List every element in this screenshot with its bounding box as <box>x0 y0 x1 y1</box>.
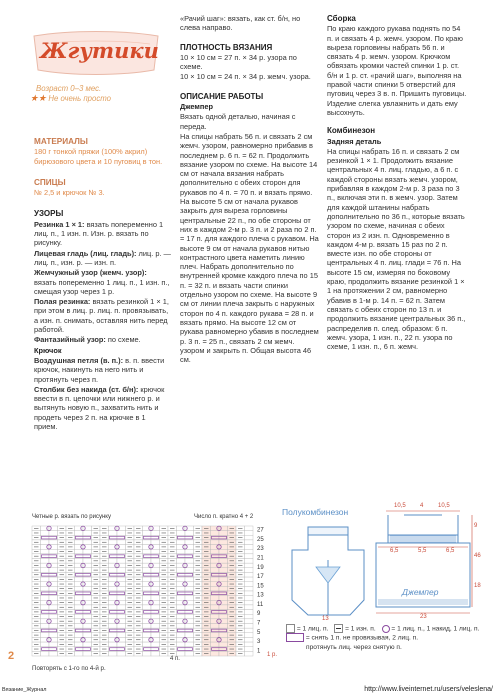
chart-cell <box>245 526 254 531</box>
chart-cell <box>211 586 220 591</box>
chart-cell <box>49 540 58 545</box>
chart-cell <box>143 642 152 647</box>
crochet-name: Воздушная петля (в. п.): <box>34 355 124 365</box>
crochet-text: в. п. ввести крючок, накинуть на него нить и протянуть через п. <box>34 355 165 384</box>
chart-cell <box>83 568 92 573</box>
chart-cell <box>83 531 92 536</box>
row-number: 5 <box>257 629 261 636</box>
chart-cell <box>109 633 118 638</box>
chart-cell <box>41 596 50 601</box>
chart-cell <box>143 605 152 610</box>
chart-cell <box>83 614 92 619</box>
chart-cell <box>185 577 194 582</box>
needles-text: № 2,5 и крючок № 3. <box>34 188 105 198</box>
chart-cell <box>177 540 186 545</box>
age-label: Возраст 0–3 мес. <box>36 84 102 93</box>
chart-cell <box>219 624 228 629</box>
chart-cell <box>109 568 118 573</box>
dim-bottom: 23 <box>420 614 427 620</box>
chart-cell <box>83 586 92 591</box>
chart-cell <box>83 549 92 554</box>
chart-cell <box>75 605 84 610</box>
chart-cell <box>177 549 186 554</box>
chart-cell <box>185 596 194 601</box>
chart-cell <box>75 651 84 656</box>
chart-cell <box>143 559 152 564</box>
chart-cell <box>185 605 194 610</box>
chart-cell <box>75 633 84 638</box>
pattern-name: Фантазийный узор: <box>34 335 106 345</box>
title-banner <box>30 28 162 80</box>
legend-row-1: = 1 лиц. п. = 1 изн. п. = 1 лиц. п., 1 накид, 1 лиц. п. <box>286 624 486 633</box>
chart-cell <box>219 642 228 647</box>
assembly-text: По краю каждого рукава поднять по 54 п. и связать 4 р. жемч. узором. По краю выреза горловины набрать 56 п. и связать 4 р. жемч. узором. Крючком обвязать кромки частей спинки 1 р. ст. б/н и 1 р. ст. «рачий шаг», выполняя на правой части спинки 5 отверстий для пуговиц через 3 в. п. Пришить пуговицы. Изделие слегка увлажнить и дать ему высохнуть. <box>327 24 467 117</box>
chart-cell <box>41 559 50 564</box>
column-middle <box>180 14 320 365</box>
pattern-item <box>34 249 171 268</box>
pattern-name: Жемчужный узор (жемч. узор): <box>34 268 147 278</box>
chart-cell <box>83 540 92 545</box>
pattern-text: лиц. р. — лиц. п., изн. р. — изн. п. <box>34 248 171 267</box>
chart-cell <box>185 586 194 591</box>
chart-cell <box>143 549 152 554</box>
chart-cell <box>177 586 186 591</box>
difficulty: ★★ Не очень просто <box>30 93 111 103</box>
chart-cell <box>245 591 254 596</box>
pattern-name: Резинка 1 × 1: <box>34 219 85 229</box>
chart-cell <box>75 586 84 591</box>
chart-cell <box>219 531 228 536</box>
chart-cell <box>117 642 126 647</box>
pattern-name: Лицевая гладь (лиц. гладь): <box>34 248 137 258</box>
chart-header-right: Число п. кратно 4 + 2 <box>194 514 254 520</box>
chart-cell <box>211 559 220 564</box>
chart-cell <box>49 614 58 619</box>
chart-cell <box>75 531 84 536</box>
dim-top-mid: 4 <box>420 503 424 509</box>
chart-cell <box>211 577 220 582</box>
chart-cell <box>245 614 254 619</box>
chart-cell <box>177 624 186 629</box>
jumper-text-2: На спицы набрать 56 п. и связать 2 см жемч. узором, равномерно прибавив в последнем р. 6 п. = 62 п. Продолжить вязание узором по схеме. На высоте 14 см от начала вязания набрать дополнительно с обеих сторон для рукавов по 4 п. = 70 п. и вязать прямо. На высоте 5 см от начала рукавов закрыть для выреза горловины центральные 22 п., по обе стороны от них в каждом 2-м р. 3 п. и 2 раза по 2 п. = 17 п. для каждого плеча с рукавом. На высоте 9 см от начала рукавов нитью контрастного цвета наметить линию плеч. Набрать дополнительно по внутренней кромке каждого плеча по 15 п. = 32 п. и вязать части спинки отдельно узором по схеме. На высоте 9 см от линии плеча закрыть с наружных сторон по 4 п. каждого рукава = 28 п. и вязать прямо. На высоте 12 см от рукава равномерно убавив в последнем р. 3 п. = 25 п., связать 2 см жемч. узором и закрыть п. Общая высота 46 см. <box>180 131 319 365</box>
chart-cell <box>75 596 84 601</box>
row-number: 7 <box>257 620 261 627</box>
pattern-text: вязать попеременно 1 лиц. п., 1 изн. п. Изн. р. вязать по рисунку. <box>34 219 164 248</box>
pattern-text: по схеме. <box>105 335 141 345</box>
chart-cell <box>245 605 254 610</box>
chart-cell <box>211 642 220 647</box>
chart-cell <box>177 559 186 564</box>
page-number: 2 <box>8 650 15 662</box>
row-number: 25 <box>257 536 264 543</box>
chart-cell <box>49 596 58 601</box>
column-right <box>327 14 467 352</box>
row-label: 1 р. <box>267 652 278 658</box>
chart-cell <box>83 577 92 582</box>
chart-cell <box>245 572 254 577</box>
dim-side-lower: 18 <box>474 583 481 589</box>
row-number: 19 <box>257 564 264 571</box>
chart-cell <box>151 624 160 629</box>
chart-cell <box>41 531 50 536</box>
dim-top-left: 10,5 <box>394 503 406 509</box>
dim-mid-right: 6,5 <box>446 548 455 554</box>
chart-cell <box>117 605 126 610</box>
chart-cell <box>177 642 186 647</box>
overall-dim-bottom: 13 <box>322 616 329 622</box>
chart-cell <box>219 614 228 619</box>
chart-cell <box>109 577 118 582</box>
chart-cell <box>49 577 58 582</box>
chart-cell <box>117 596 126 601</box>
crochet-name: Столбик без накида (ст. б/н): <box>34 384 139 394</box>
chart-cell <box>177 633 186 638</box>
chart-cell <box>151 531 160 536</box>
density-heading: ПЛОТНОСТЬ ВЯЗАНИЯ <box>180 42 273 52</box>
chart-cell <box>83 605 92 610</box>
pattern-text: вязать резинкой 1 × 1, при этом в лиц. р. лиц. п. провязывать, а изн. п. снимать, оставляя нить перед работой. <box>34 297 169 335</box>
dim-mid-left: 6,5 <box>390 548 399 554</box>
chart-cell <box>75 642 84 647</box>
chart-cell <box>83 559 92 564</box>
chart-cell <box>211 605 220 610</box>
chart-header-left: Четные р. вязать по рисунку <box>32 514 111 520</box>
chart-cell <box>219 577 228 582</box>
age-info <box>30 84 166 104</box>
chart-cell <box>245 563 254 568</box>
chart-cell <box>151 614 160 619</box>
chart-cell <box>245 531 254 536</box>
materials-heading: МАТЕРИАЛЫ <box>34 137 88 146</box>
footer <box>0 686 499 698</box>
chart-cell <box>245 637 254 642</box>
star-icon: ★★ <box>30 93 47 103</box>
chart-footer-note: Повторять с 1-го по 4-й р. <box>32 665 106 672</box>
chart-cell <box>185 624 194 629</box>
pattern-text: вязать попеременно 1 лиц. п., 1 изн. п., смещая узор через 1 р. <box>34 277 170 296</box>
footer-url[interactable]: http://www.liveinternet.ru/users/veleslena/ <box>364 686 493 693</box>
chart-cell <box>211 624 220 629</box>
chart-grid <box>30 524 286 664</box>
chart-cell <box>49 568 58 573</box>
knit-symbol-icon <box>286 624 295 633</box>
chart-cell <box>151 577 160 582</box>
chart-cell <box>219 568 228 573</box>
row-number: 15 <box>257 583 264 590</box>
row-number: 27 <box>257 527 264 534</box>
chart-cell <box>245 549 254 554</box>
chart-cell <box>185 651 194 656</box>
chart-cell <box>109 531 118 536</box>
chart-cell <box>151 586 160 591</box>
chart-cell <box>185 614 194 619</box>
pattern-item <box>34 268 171 296</box>
pattern-item <box>34 335 171 344</box>
chart-cell <box>177 568 186 573</box>
legend-row-2: = снять 1 п. не провязывая, 2 лиц. п. <box>286 633 486 642</box>
chart-cell <box>41 577 50 582</box>
chart-cell <box>245 624 254 629</box>
pattern-name: Полая резинка: <box>34 297 91 307</box>
chart-cell <box>211 633 220 638</box>
chart-cell <box>245 647 254 652</box>
chart-cell <box>75 614 84 619</box>
chart-cell <box>75 549 84 554</box>
crochet-heading: Крючок <box>34 345 62 355</box>
chart-cell <box>151 549 160 554</box>
chart-cell <box>185 549 194 554</box>
chart-cell <box>245 568 254 573</box>
back-text: На спицы набрать 16 п. и связать 2 см резинкой 1 × 1. Продолжить вязание центральных 4 п. лиц. гладью, а 6 п. с каждой стороны вязать жемч. узором, прибавляя в каждом 2-м р. 3 раза по 3 п., включая эти п. в жемч. узор. Затем для каждой штанины набрать дополнительно по 36 п., которые вязать узором по схеме, начиная с обеих сторон из 2 изн. п. Одновременно в каждом 4-м р. вязать 15 раз по 2 п. вместе изн. по обе стороны от центральных 4 п. лиц. глади = 76 п. На высоте 15 см, измеряя по боковому краю, продолжить вязание резинкой 1 × 1 на протяжении 2 см, равномерно убавив в 1-м р. 14 п. = 62 п. Затем связать с обеих сторон по 13 п. и продолжить вязание центральных 36 п., распределив п. след. образом: 6 п. жемч. узора, 1 изн. п., 22 п. узора по схеме, 1 изн. п., 6 п. жемч. <box>327 146 466 352</box>
chart-cell <box>109 614 118 619</box>
chart-cell <box>151 605 160 610</box>
chart-cell <box>245 596 254 601</box>
chart-cell <box>143 586 152 591</box>
chart-cell <box>41 605 50 610</box>
chart-cell <box>49 586 58 591</box>
chart-cell <box>151 559 160 564</box>
chart-cell <box>211 596 220 601</box>
chart-cell <box>219 549 228 554</box>
intro-text: «Рачий шаг»: вязать, как ст. б/н, но слева направо. <box>180 14 301 33</box>
chart-cell <box>49 651 58 656</box>
chart-cell <box>245 619 254 624</box>
chart-cell <box>117 651 126 656</box>
chart-cell <box>75 624 84 629</box>
chart-cell <box>245 633 254 638</box>
dim-mid-mid: 5,5 <box>418 548 427 554</box>
chart-cell <box>185 559 194 564</box>
chart-cell <box>109 624 118 629</box>
chart-cell <box>143 651 152 656</box>
chart-cell <box>151 642 160 647</box>
chart-cell <box>219 559 228 564</box>
patterns-heading: УЗОРЫ <box>34 209 64 219</box>
chart-cell <box>109 651 118 656</box>
chart-repeat-label: 4 п. <box>170 656 180 662</box>
chart-cell <box>177 614 186 619</box>
chart-cell <box>117 624 126 629</box>
chart-cell <box>41 568 50 573</box>
chart-cell <box>143 633 152 638</box>
chart-cell <box>245 559 254 564</box>
chart-cell <box>245 554 254 559</box>
chart-cell <box>109 596 118 601</box>
dim-side-upper: 9 <box>474 523 478 529</box>
chart-cell <box>151 596 160 601</box>
schematic-svg <box>278 505 486 625</box>
chart-cell <box>41 642 50 647</box>
density-2: 10 × 10 см = 24 п. × 34 р. жемч. узора. <box>180 72 311 82</box>
chart-cell <box>49 633 58 638</box>
chart-cell <box>245 628 254 633</box>
chart-cell <box>117 577 126 582</box>
chart-cell <box>211 549 220 554</box>
yarnover-symbol-icon <box>382 625 390 633</box>
footer-watermark: Вязание_Журнал <box>2 687 47 693</box>
chart-cell <box>211 531 220 536</box>
jumper-label: Джемпер <box>402 587 439 597</box>
chart-cell <box>49 531 58 536</box>
needles-heading: СПИЦЫ <box>34 177 66 187</box>
chart-cell <box>109 559 118 564</box>
crochet-text: крючок ввести в п. цепочки или нижнего р. и вытянуть новую п., захватить нить и продеть через 2 п. на крючке в 1 прием. <box>34 384 165 432</box>
chart-cell <box>245 582 254 587</box>
row-number: 23 <box>257 546 264 553</box>
chart-cell <box>177 605 186 610</box>
crochet-item <box>34 385 171 431</box>
chart-cell <box>143 531 152 536</box>
chart-cell <box>109 605 118 610</box>
description-heading: ОПИСАНИЕ РАБОТЫ <box>180 91 264 101</box>
materials-text: 180 г тонкой пряжи (100% акрил) бирюзового цвета и 10 пуговиц в тон. <box>34 147 163 166</box>
chart-cell <box>117 559 126 564</box>
row-number: 21 <box>257 555 264 562</box>
chart-cell <box>117 531 126 536</box>
chart-cell <box>83 651 92 656</box>
chart-cell <box>177 596 186 601</box>
overall-heading: Комбинезон <box>327 126 376 136</box>
chart-cell <box>177 531 186 536</box>
purl-symbol-icon <box>334 624 343 633</box>
chart-cell <box>211 540 220 545</box>
chart-cell <box>211 614 220 619</box>
row-number: 1 <box>257 648 261 655</box>
chart-cell <box>143 568 152 573</box>
chart-cell <box>211 568 220 573</box>
chart-cell <box>211 651 220 656</box>
chart-cell <box>245 586 254 591</box>
chart-cell <box>83 633 92 638</box>
chart-cell <box>245 610 254 615</box>
chart-cell <box>109 540 118 545</box>
chart-cell <box>75 568 84 573</box>
chart-cell <box>117 549 126 554</box>
chart-cell <box>49 549 58 554</box>
chart-cell <box>109 642 118 647</box>
chart-cell <box>41 540 50 545</box>
chart-cell <box>117 540 126 545</box>
chart-cell <box>185 540 194 545</box>
chart-cell <box>49 624 58 629</box>
chart-cell <box>151 633 160 638</box>
crochet-list <box>34 356 171 431</box>
assembly-heading: Сборка <box>327 14 356 23</box>
chart-cell <box>151 651 160 656</box>
chart-cell <box>83 642 92 647</box>
chart-cell <box>49 642 58 647</box>
chart-legend <box>286 624 486 652</box>
chart-cell <box>143 624 152 629</box>
chart-cell <box>41 614 50 619</box>
chart-cell <box>75 577 84 582</box>
chart-cell <box>143 540 152 545</box>
pattern-item <box>34 297 171 334</box>
crochet-item <box>34 356 171 384</box>
chart-cell <box>245 545 254 550</box>
column-left <box>34 137 171 432</box>
chart-cell <box>177 577 186 582</box>
chart-cell <box>219 540 228 545</box>
chart-cell <box>185 642 194 647</box>
chart-cell <box>219 605 228 610</box>
chart-cell <box>117 568 126 573</box>
chart-cell <box>219 596 228 601</box>
chart-cell <box>41 651 50 656</box>
chart-cell <box>151 540 160 545</box>
chart-cell <box>185 568 194 573</box>
row-number: 17 <box>257 574 264 581</box>
chart-cell <box>109 586 118 591</box>
chart-cell <box>185 633 194 638</box>
chart-cell <box>75 540 84 545</box>
dim-side-height: 46 <box>474 553 481 559</box>
row-number: 11 <box>257 601 264 608</box>
chart-cell <box>185 531 194 536</box>
chart-cell <box>117 633 126 638</box>
knitting-chart <box>30 514 286 672</box>
chart-cell <box>245 540 254 545</box>
row-number: 9 <box>257 611 261 618</box>
chart-cell <box>143 596 152 601</box>
jumper-heading: Джемпер <box>180 102 213 112</box>
row-number: 3 <box>257 639 261 646</box>
chart-cell <box>41 624 50 629</box>
density-1: 10 × 10 см = 27 п. × 34 р. узора по схеме. <box>180 52 297 72</box>
chart-cell <box>219 651 228 656</box>
chart-cell <box>41 633 50 638</box>
chart-cell <box>245 651 254 656</box>
back-heading: Задняя деталь <box>327 136 382 146</box>
chart-cell <box>219 586 228 591</box>
chart-cell <box>49 605 58 610</box>
chart-cell <box>245 642 254 647</box>
chart-cell <box>219 633 228 638</box>
chart-cell <box>245 535 254 540</box>
chart-cell <box>41 549 50 554</box>
page-title: Жгутики <box>40 38 159 63</box>
chart-cell <box>245 600 254 605</box>
dim-top-right: 10,5 <box>438 503 450 509</box>
slip-symbol-icon <box>286 633 304 642</box>
overall-label: Полукомбинезон <box>282 507 349 517</box>
chart-cell <box>245 577 254 582</box>
patterns-list <box>34 220 171 345</box>
pattern-item <box>34 220 171 248</box>
chart-cell <box>117 614 126 619</box>
row-number: 13 <box>257 592 264 599</box>
chart-cell <box>83 596 92 601</box>
chart-cell <box>143 614 152 619</box>
chart-cell <box>117 586 126 591</box>
chart-cell <box>83 624 92 629</box>
jumper-text-1: Вязать одной деталью, начиная с переда. <box>180 112 296 131</box>
chart-cell <box>151 568 160 573</box>
chart-cell <box>143 577 152 582</box>
chart-cell <box>75 559 84 564</box>
chart-cell <box>49 559 58 564</box>
chart-cell <box>109 549 118 554</box>
legend-row-3: протянуть лиц. через снятую п. <box>306 643 402 651</box>
chart-cell <box>41 586 50 591</box>
